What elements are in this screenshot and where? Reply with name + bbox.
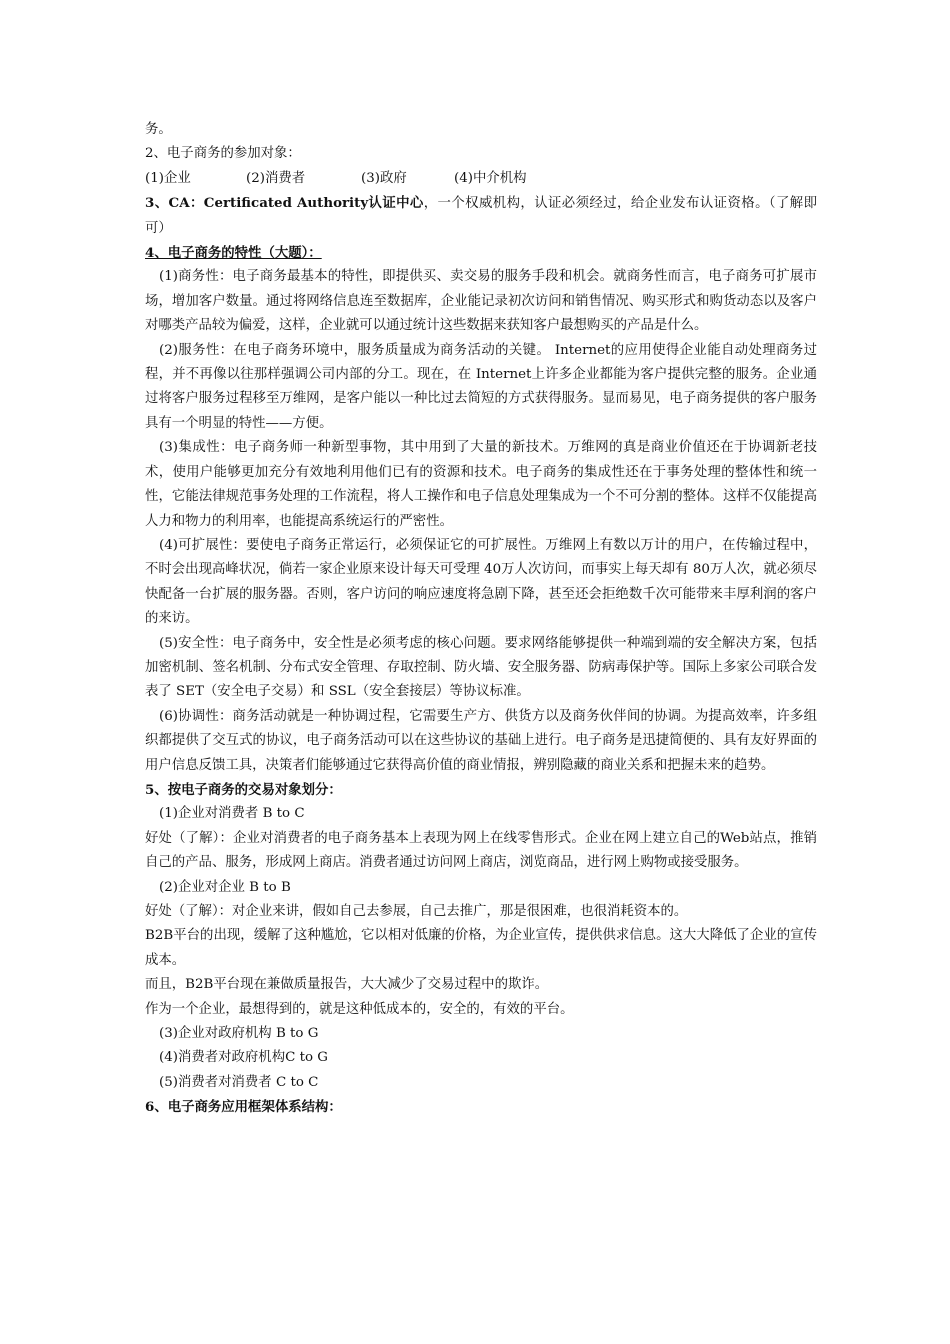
section-heading: 4、电子商务的特性（大题）： [145,245,322,262]
list-item: (5)消费者对消费者 C to C [159,1074,319,1090]
participant-item: (3)政府 [361,170,407,186]
list-item: (1)企业对消费者 B to C [159,806,305,822]
document-page [145,118,817,1120]
participant-item: (2)消费者 [246,170,306,186]
paragraph: (4)可扩展性：要使电子商务正常运行，必须保证它的可扩展性。万维网上有数以万计的用户，在传输过程中，不时会出现高峰状况，倘若一家企业原来设计每天可受理 40万人次访问，而事实上每天却有 80万人次，就必须尽快配备一台扩展的服务器。否则，客户访问的响应速度将急剧下降，甚至还会拒绝数千次可能带来丰厚利润的客户的来访。 [145,537,817,627]
paragraph: (5)安全性：电子商务中，安全性是必须考虑的核心问题。要求网络能够提供一种端到端的安全解决方案，包括加密机制、签名机制、分布式安全管理、存取控制、防火墙、安全服务器、防病毒保护等。国际上多家公司联合发表了 SET（安全电子交易）和 SSL（安全套接层）等协议标准。 [145,635,817,700]
paragraph: (1)商务性：电子商务最基本的特性，即提供买、卖交易的服务手段和机会。就商务性而言，电子商务可扩展市场，增加客户数量。通过将网络信息连至数据库，企业能记录初次访问和销售情况、购买形式和购货动态以及客户对哪类产品较为偏爱，这样，企业就可以通过统计这些数据来获知客户最想购买的产品是什么。 [145,269,817,334]
text-line: 务。 [145,122,172,137]
paragraph: 好处（了解）：对企业来讲，假如自己去参展，自己去推广，那是很困难，也很消耗资本的。 [145,904,688,919]
paragraph: 好处（了解）：企业对消费者的电子商务基本上表现为网上在线零售形式。企业在网上建立自己的Web站点，推销自己的产品、服务，形成网上商店。消费者通过访问网上商店，浏览商品，进行网上购物或接受服务。 [145,830,817,871]
ca-text: ，一个权威机构，认证必须经过，给企业发布认证资格。（了解即可） [145,196,817,236]
participant-item: (1)企业 [145,170,191,186]
list-item: (3)企业对政府机构 B to G [159,1026,319,1042]
paragraph: (6)协调性：商务活动就是一种协调过程，它需要生产方、供货方以及商务伙伴间的协调。为提高效率，许多组织都提供了交互式的协议，电子商务活动可以在这些协议的基础上进行。电子商务是迅捷简便的、具有友好界面的用户信息反馈工具，决策者们能够通过它获得高价值的商业情报，辨别隐藏的商业关系和把握未来的趋势。 [145,708,817,773]
paragraph: 作为一个企业，最想得到的，就是这种低成本的，安全的，有效的平台。 [145,1001,574,1017]
ca-heading: 3、CA：Certificated Authority认证中心 [145,195,424,212]
section-heading: 6、电子商务应用框架体系结构： [145,1099,342,1116]
paragraph: B2B平台的出现，缓解了这种尴尬，它以相对低廉的价格，为企业宣传，提供供求信息。这大大降低了企业的宣传成本。 [145,928,817,968]
ca-paragraph [145,191,817,241]
list-item: (2)企业对企业 B to B [159,879,291,895]
list-item: (4)消费者对政府机构C to G [159,1050,328,1066]
paragraph: (2)服务性：在电子商务环境中，服务质量成为商务活动的关键。 Internet的应用使得企业能自动处理商务过程，并不再像以往那样强调公司内部的分工。现在，在 Internet上许多企业都能为客户提供完整的服务。企业通过将客户服务过程移至万维网，是客户能以一种比过去简短的方式获得服务。显而易见，电子商务提供的客户服务具有一个明显的特性——方便。 [145,342,817,431]
participant-item: (4)中介机构 [454,170,527,186]
paragraph: 而且，B2B平台现在兼做质量报告，大大减少了交易过程中的欺诈。 [145,977,549,993]
participants-row [145,167,817,191]
section-heading: 5、按电子商务的交易对象划分： [145,781,342,798]
paragraph: (3)集成性：电子商务师一种新型事物，其中用到了大量的新技术。万维网的真是商业价值还在于协调新老技术，使用户能够更加充分有效地利用他们已有的资源和技术。电子商务的集成性还在于事务处理的整体性和统一性，它能法律规范事务处理的工作流程，将人工操作和电子信息处理集成为一个不可分割的整体。这样不仅能提高人力和物力的利用率，也能提高系统运行的严密性。 [145,440,817,529]
text-line: 2、电子商务的参加对象： [145,146,301,162]
